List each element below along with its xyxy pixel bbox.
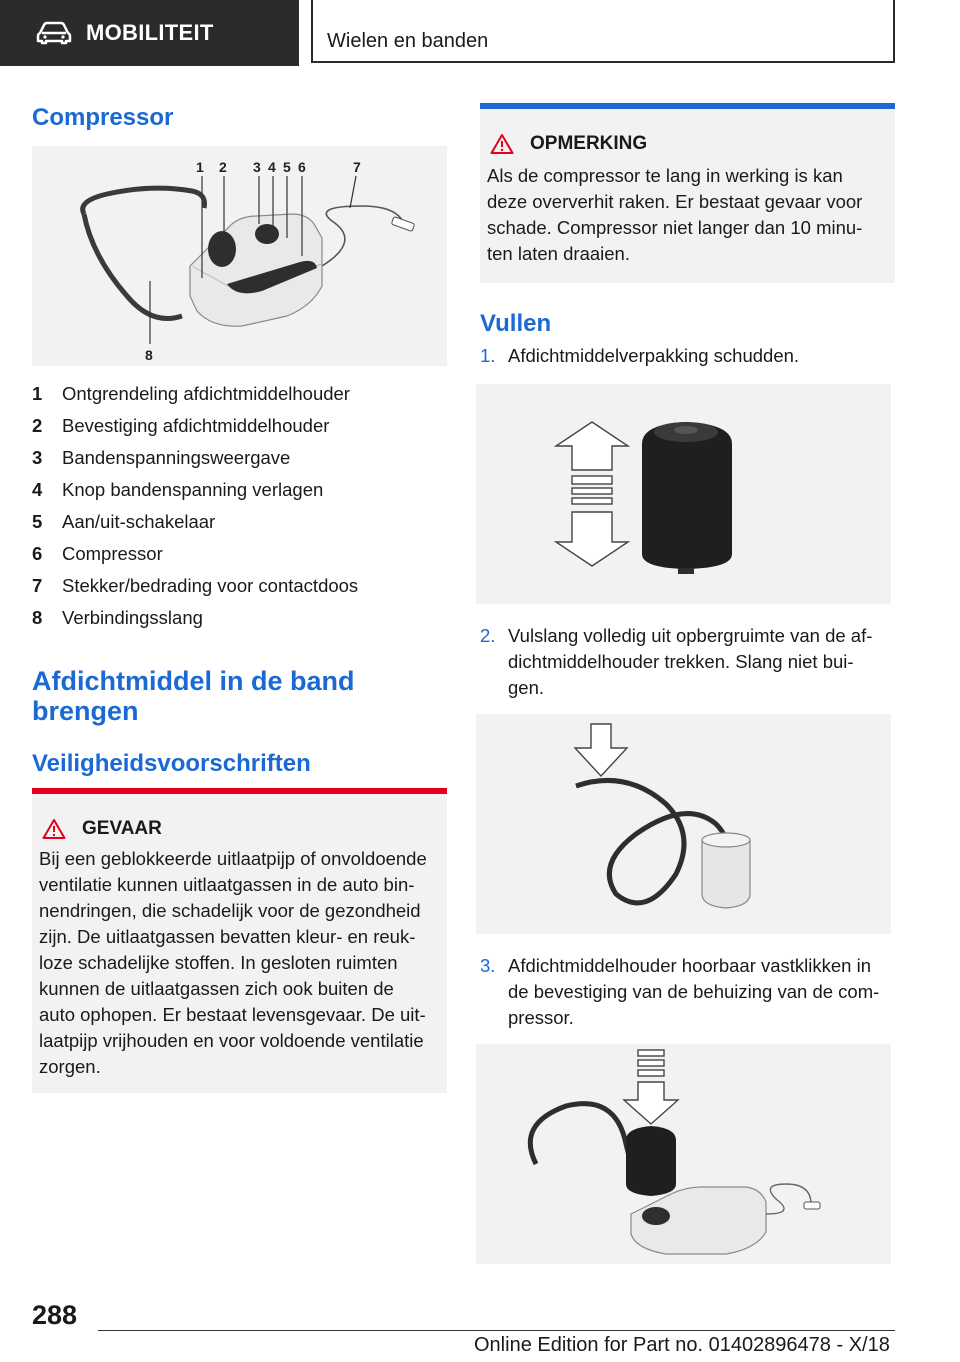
legend-list [32, 378, 447, 634]
compressor-illustration [32, 146, 447, 366]
step-number: 1. [480, 345, 496, 366]
legend-item: 1 Ontgrendeling afdichtmiddelhouder [32, 383, 350, 404]
hose-figure [476, 714, 891, 934]
step-2 [480, 623, 895, 701]
mount-illustration [476, 1044, 891, 1264]
step-number: 3. [480, 955, 496, 976]
legend-item: 6 Compressor [32, 543, 163, 564]
shake-illustration [476, 384, 891, 604]
section-label: MOBILITEIT [86, 20, 214, 45]
legend-item: 2 Bevestiging afdichtmiddelhouder [32, 415, 330, 436]
step-text: Afdichtmiddelhouder hoorbaar vastklikken in de bevestiging van de behuizing van de com- pressor. [508, 955, 880, 1028]
compressor-figure [32, 146, 447, 366]
danger-box [32, 788, 447, 1093]
warning-triangle-icon [490, 133, 514, 155]
legend-item: 5 Aan/uit-schakelaar [32, 511, 216, 532]
callout-4: 4 [268, 159, 276, 175]
vullen-title: Vullen [480, 310, 552, 337]
callout-2: 2 [219, 159, 227, 175]
legend-item: 8 Verbindingsslang [32, 607, 203, 628]
legend-item: 7 Stekker/bedrading voor contactdoos [32, 575, 359, 596]
footer-divider [98, 1330, 895, 1331]
shake-figure [476, 384, 891, 604]
hose-illustration [476, 714, 891, 934]
page-number: 288 [32, 1300, 78, 1330]
step-number: 2. [480, 625, 496, 646]
danger-label: GEVAAR [82, 818, 162, 839]
callout-7: 7 [353, 159, 361, 175]
car-icon [36, 21, 72, 45]
legend-item: 3 Bandenspanningsweergave [32, 447, 291, 468]
chapter-label: Wielen en banden [327, 30, 489, 52]
sealant-heading: Afdichtmiddel in de band brengen [32, 666, 355, 726]
notice-box [480, 103, 895, 283]
notice-label: OPMERKING [530, 133, 648, 154]
step-text: Afdichtmiddelverpakking schudden. [508, 345, 800, 366]
danger-header [42, 818, 162, 840]
safety-subheading: Veiligheidsvoorschriften [32, 750, 311, 777]
callout-1: 1 [196, 159, 204, 175]
section-tab[interactable] [0, 0, 299, 66]
danger-text: Bij een geblokkeerde uitlaatpijp of onvoldoende ventilatie kunnen uitlaatgassen in de auto bin- nendringen, die schadelijk voor de gezondheid zijn. De uitlaatgassen bevatten kleur- en reuk- loze schadelijke stoffen. In gesloten ruimten kunnen de uitlaatgassen zich ook buiten de auto ophopen. Er bestaat levensgevaar. De uit- laatpijp vrijhouden en voor voldoende ventilatie zorgen. [39, 848, 427, 1077]
callout-8: 8 [145, 347, 153, 363]
legend-item: 4 Knop bandenspanning verlagen [32, 479, 324, 500]
page-header [0, 0, 960, 66]
step-1 [480, 343, 895, 369]
step-text: Vulslang volledig uit opbergruimte van de af- dichtmiddelhouder trekken. Slang niet bui- gen. [508, 625, 873, 698]
notice-header [490, 133, 647, 155]
notice-text: Als de compressor te lang in werking is kan deze oververhit raken. Er bestaat gevaar voor schade. Compressor niet langer dan 10 minu- ten laten draaien. [487, 165, 863, 264]
step-3 [480, 953, 895, 1031]
warning-triangle-icon [42, 818, 66, 840]
callout-5: 5 [283, 159, 291, 175]
chapter-tab[interactable] [311, 0, 895, 63]
edition-text: Online Edition for Part no. 01402896478 - X/18 [474, 1334, 890, 1356]
callout-3: 3 [253, 159, 261, 175]
danger-bar [32, 788, 447, 794]
notice-bar [480, 103, 895, 109]
mount-figure [476, 1044, 891, 1264]
callout-6: 6 [298, 159, 306, 175]
compressor-title: Compressor [32, 104, 174, 131]
